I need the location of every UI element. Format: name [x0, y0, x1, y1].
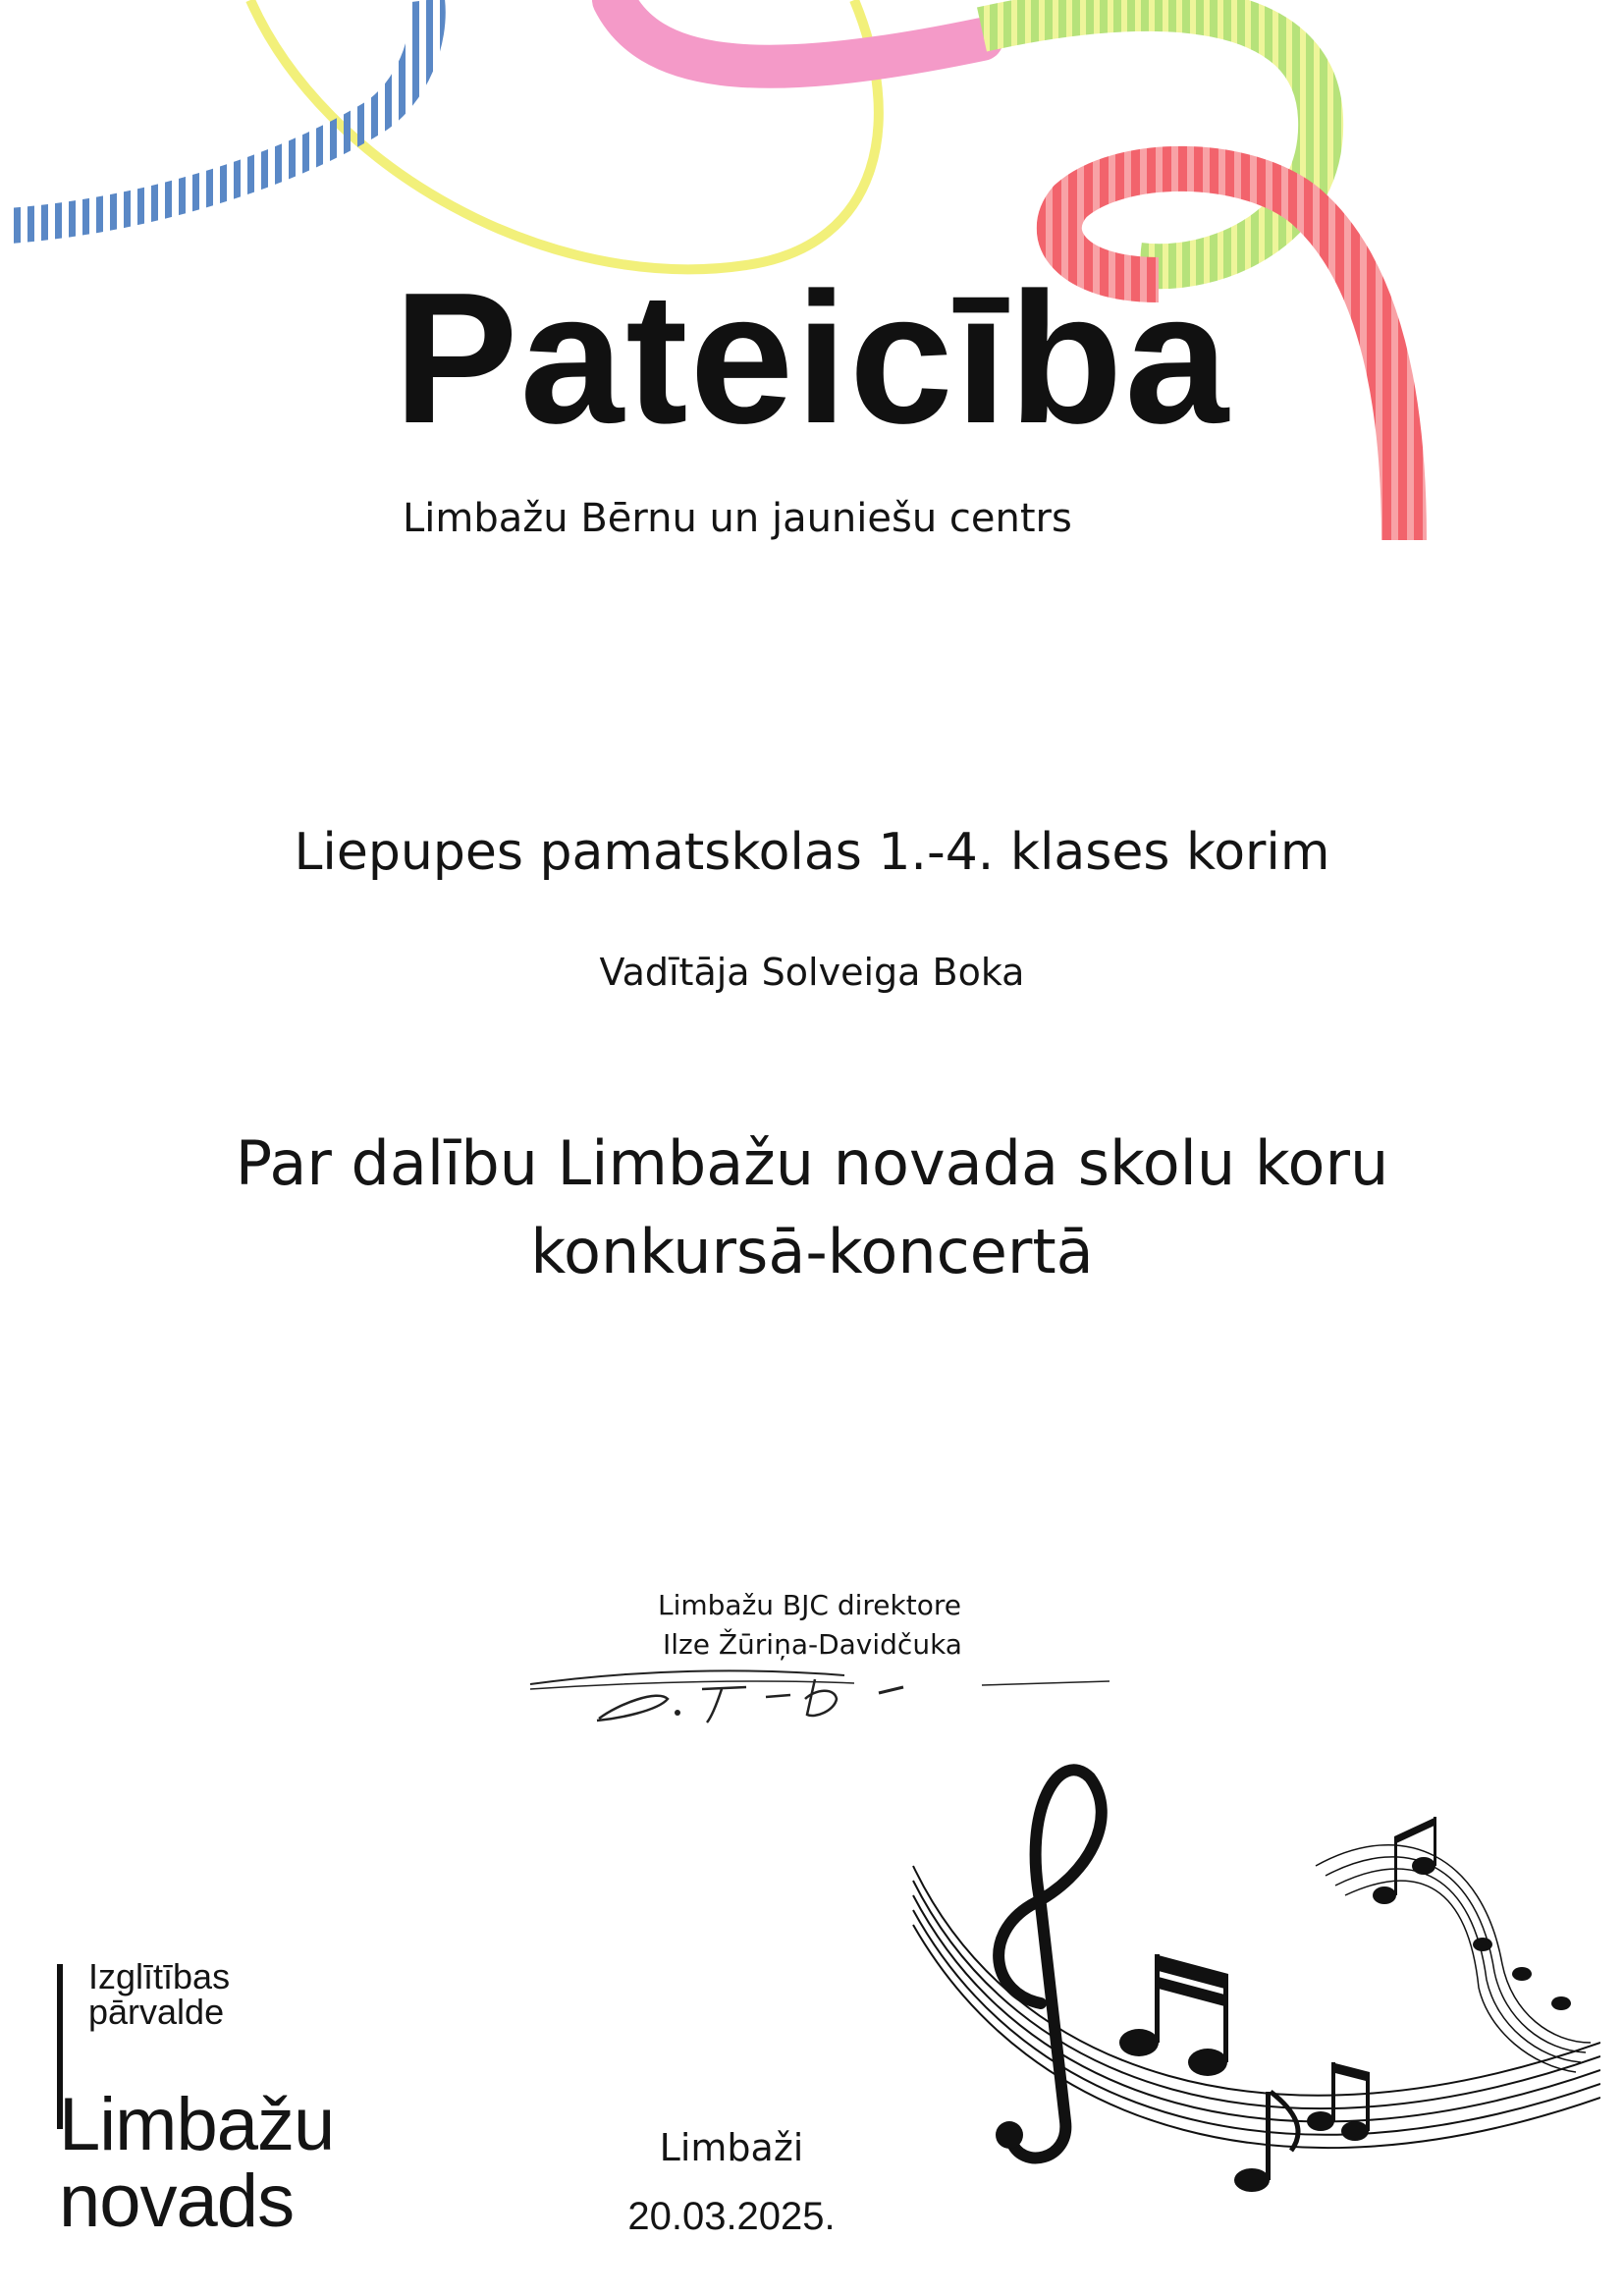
issuer-name: Limbažu Bērnu un jauniešu centrs: [403, 496, 1072, 541]
logo-municipality: [59, 2083, 335, 2243]
signer-role: Limbažu BJC direktore: [658, 1589, 961, 1621]
award-reason-line2: konkursā-koncertā: [530, 1216, 1094, 1287]
signer-name: Ilze Žūriņa-Davidčuka: [663, 1628, 962, 1661]
issue-date: 20.03.2025.: [627, 2195, 836, 2238]
award-reason: [0, 1120, 1624, 1296]
logo-line2: pārvalde: [88, 1992, 225, 2032]
handwritten-signature: [520, 1650, 1129, 1748]
logo-line1: Izglītības: [88, 1956, 231, 1996]
logo-line4: novads: [59, 2159, 295, 2243]
music-notes-illustration: [893, 1748, 1600, 2219]
green-striped-ribbon: [982, 9, 1321, 266]
pink-ribbon: [614, 0, 982, 67]
leader-name: Vadītāja Solveiga Boka: [599, 951, 1025, 994]
award-reason-line1: Par dalību Limbažu novada skolu koru: [235, 1127, 1389, 1199]
issue-place: Limbaži: [659, 2126, 804, 2169]
blue-striped-ribbon: [10, 0, 428, 226]
certificate-title: Pateicība: [393, 254, 1231, 463]
treble-clef-icon: [999, 1770, 1102, 2158]
logo-line3: Limbažu: [59, 2083, 335, 2166]
logo-department: [88, 1956, 231, 2032]
recipient-name: Liepupes pamatskolas 1.-4. klases korim: [294, 823, 1330, 882]
